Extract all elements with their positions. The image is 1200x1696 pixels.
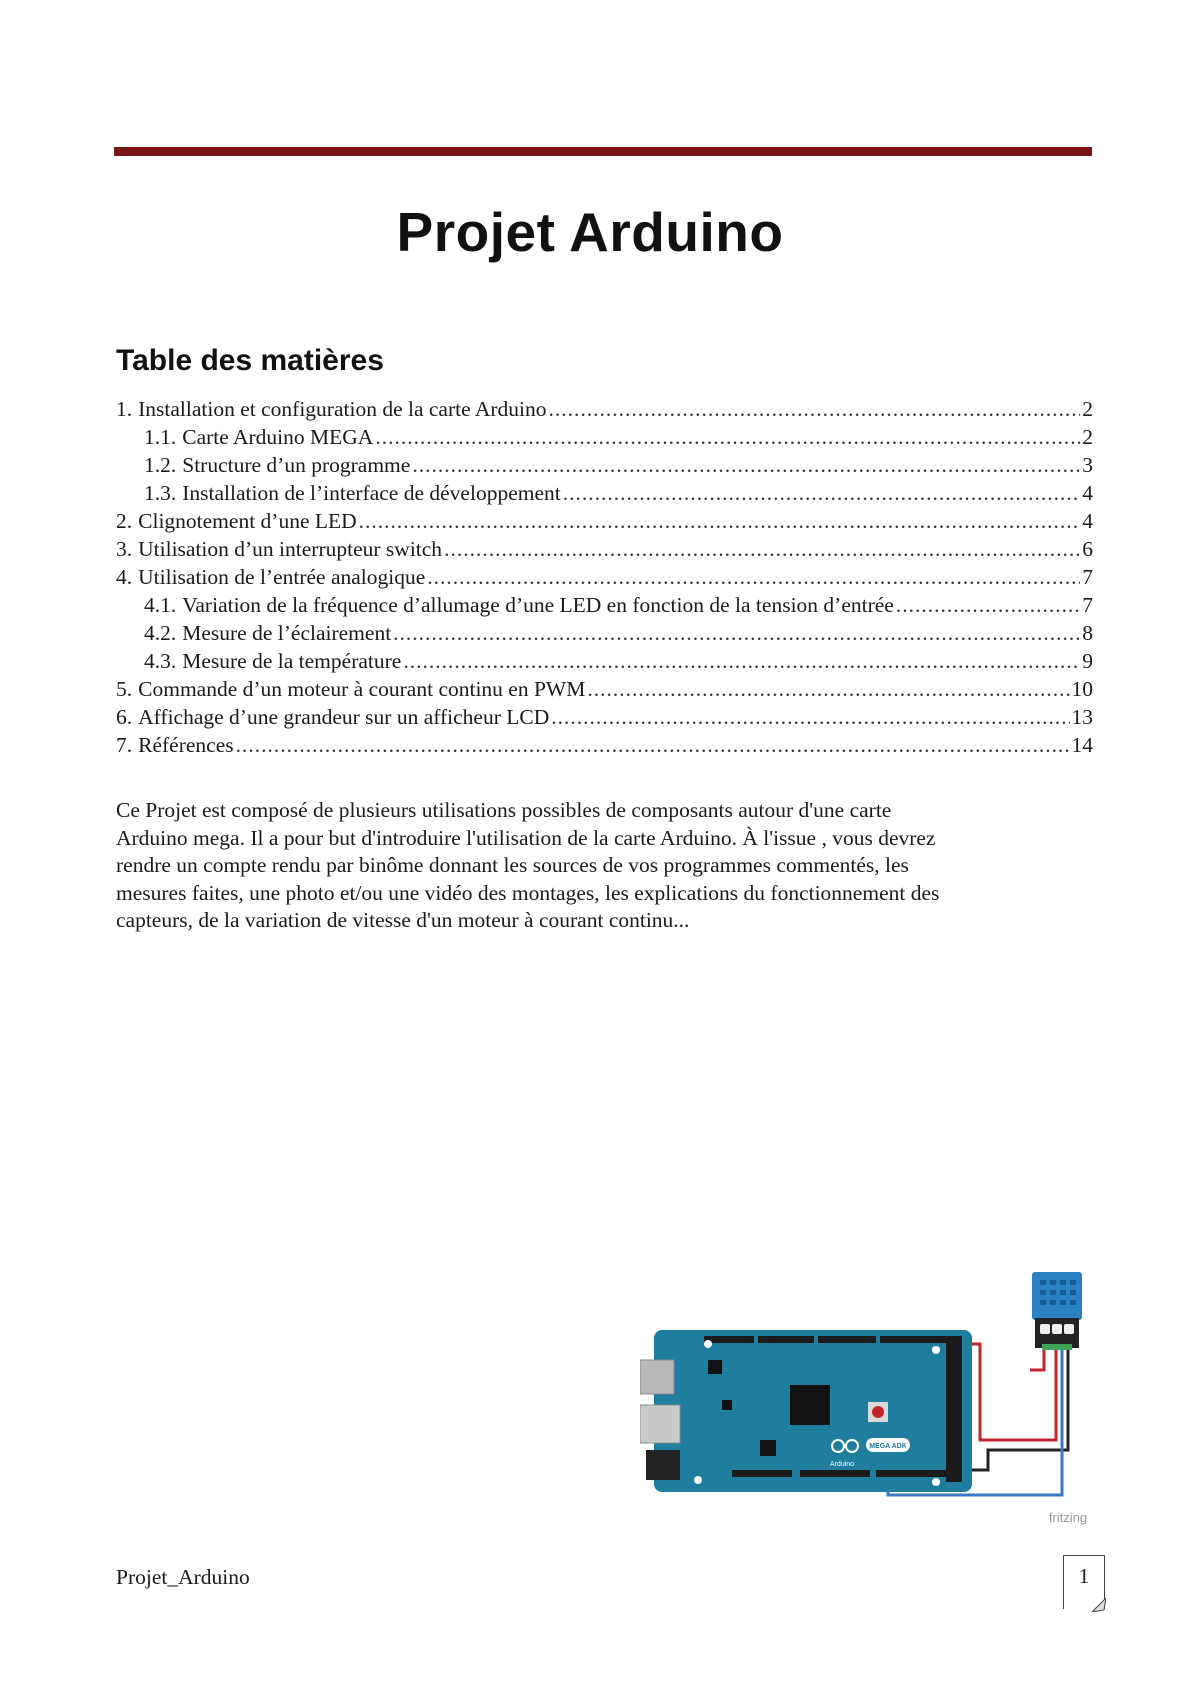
document-title: Projet Arduino — [396, 201, 784, 263]
toc-entry-page: 4 — [1082, 481, 1093, 505]
toc-leader — [549, 395, 1081, 423]
toc-entry[interactable] — [116, 395, 1093, 423]
intro-line: mesures faites, une photo et/ou une vidéo des montages, les explications du fonctionnement des — [116, 880, 940, 905]
page-number-box — [1063, 1555, 1105, 1609]
toc-entry-label: Carte Arduino MEGA — [182, 425, 374, 449]
toc-entry-label: Installation de l’interface de développement — [182, 481, 561, 505]
toc-entry-label: Structure d’un programme — [182, 453, 411, 477]
intro-line: capteurs, de la variation de vitesse d'un moteur à courant continu... — [116, 908, 690, 932]
toc-entry[interactable] — [116, 731, 1093, 759]
toc-leader — [427, 563, 1080, 591]
toc-leader — [236, 731, 1070, 759]
intro-line: rendre un compte rendu par binôme donnant les sources de vos programmes commentés, les — [116, 853, 909, 877]
toc-leader — [444, 535, 1080, 563]
toc-entry-label: Utilisation d’un interrupteur switch — [138, 537, 443, 561]
toc-entry-number: 4. — [116, 565, 133, 589]
toc-entry[interactable] — [116, 507, 1093, 535]
toc-heading: Table des matières — [116, 344, 384, 377]
toc-entry-page: 7 — [1082, 593, 1093, 617]
toc-entry-page: 8 — [1082, 621, 1093, 645]
toc-entry[interactable] — [116, 535, 1093, 563]
title-rule — [114, 147, 1092, 156]
toc-leader — [563, 479, 1081, 507]
toc-entry-number: 4.3. — [144, 649, 177, 673]
toc-entry-number: 2. — [116, 509, 133, 533]
page-curl-icon — [1092, 1598, 1106, 1612]
page-number: 1 — [1078, 1564, 1090, 1588]
toc-entry[interactable] — [116, 703, 1093, 731]
toc-entry-label: Mesure de l’éclairement — [182, 621, 392, 645]
toc-entry-page: 13 — [1071, 705, 1093, 729]
toc-entry-label: Utilisation de l’entrée analogique — [138, 565, 426, 589]
toc-entry-label: Variation de la fréquence d’allumage d’une LED en fonction de la tension d’entrée — [182, 593, 894, 617]
toc-entry-label: Installation et configuration de la carte Arduino — [138, 397, 547, 421]
toc-entry-number: 1.3. — [144, 481, 177, 505]
toc-leader — [587, 675, 1069, 703]
toc-entry-number: 4.1. — [144, 593, 177, 617]
toc-entry[interactable] — [116, 619, 1093, 647]
toc-leader — [551, 703, 1069, 731]
toc-entry[interactable] — [116, 647, 1093, 675]
toc-entry-label: Commande d’un moteur à courant continu en PWM — [138, 677, 586, 701]
toc-entry[interactable] — [116, 423, 1093, 451]
toc-entry[interactable] — [116, 451, 1093, 479]
toc-leader — [375, 423, 1080, 451]
toc-entry[interactable] — [116, 563, 1093, 591]
toc-entry-page: 2 — [1082, 425, 1093, 449]
toc-entry-label: Affichage d’une grandeur sur un afficheur LCD — [138, 705, 550, 729]
toc-entry-page: 2 — [1082, 397, 1093, 421]
toc-entry-label: Références — [138, 733, 234, 757]
toc-leader — [412, 451, 1080, 479]
arduino-mega-figure — [640, 1270, 1090, 1530]
toc-entry-number: 4.2. — [144, 621, 177, 645]
table-of-contents — [116, 395, 1093, 759]
intro-line: Arduino mega. Il a pour but d'introduire l'utilisation de la carte Arduino. À l'issue , vous devrez — [116, 825, 936, 850]
toc-entry-number: 1. — [116, 397, 133, 421]
toc-leader — [393, 619, 1080, 647]
toc-entry-number: 5. — [116, 677, 133, 701]
toc-entry-label: Mesure de la température — [182, 649, 402, 673]
toc-entry[interactable] — [116, 675, 1093, 703]
intro-paragraph — [116, 797, 1076, 935]
figure-brand: Arduino — [829, 1461, 855, 1468]
toc-entry[interactable] — [116, 591, 1093, 619]
toc-entry-page: 10 — [1071, 677, 1093, 701]
toc-entry-page: 9 — [1082, 649, 1093, 673]
toc-entry-number: 6. — [116, 705, 133, 729]
toc-leader — [359, 507, 1081, 535]
toc-entry[interactable] — [116, 479, 1093, 507]
toc-entry-page: 14 — [1071, 733, 1093, 757]
toc-entry-number: 7. — [116, 733, 133, 757]
toc-leader — [403, 647, 1080, 675]
toc-entry-number: 1.1. — [144, 425, 177, 449]
toc-entry-page: 4 — [1082, 509, 1093, 533]
intro-line: Ce Projet est composé de plusieurs utilisations possibles de composants autour d'une carte — [116, 798, 892, 822]
toc-entry-page: 3 — [1082, 453, 1093, 477]
toc-entry-number: 1.2. — [144, 453, 177, 477]
toc-entry-page: 7 — [1082, 565, 1093, 589]
toc-leader — [896, 591, 1080, 619]
toc-entry-page: 6 — [1082, 537, 1093, 561]
footer-title: Projet_Arduino — [116, 1565, 250, 1589]
toc-entry-label: Clignotement d’une LED — [138, 509, 357, 533]
fritzing-watermark: fritzing — [1048, 1510, 1088, 1525]
dht-sensor-icon — [1032, 1272, 1082, 1350]
toc-entry-number: 3. — [116, 537, 133, 561]
figure-board-label: MEGA ADK — [869, 1443, 907, 1450]
